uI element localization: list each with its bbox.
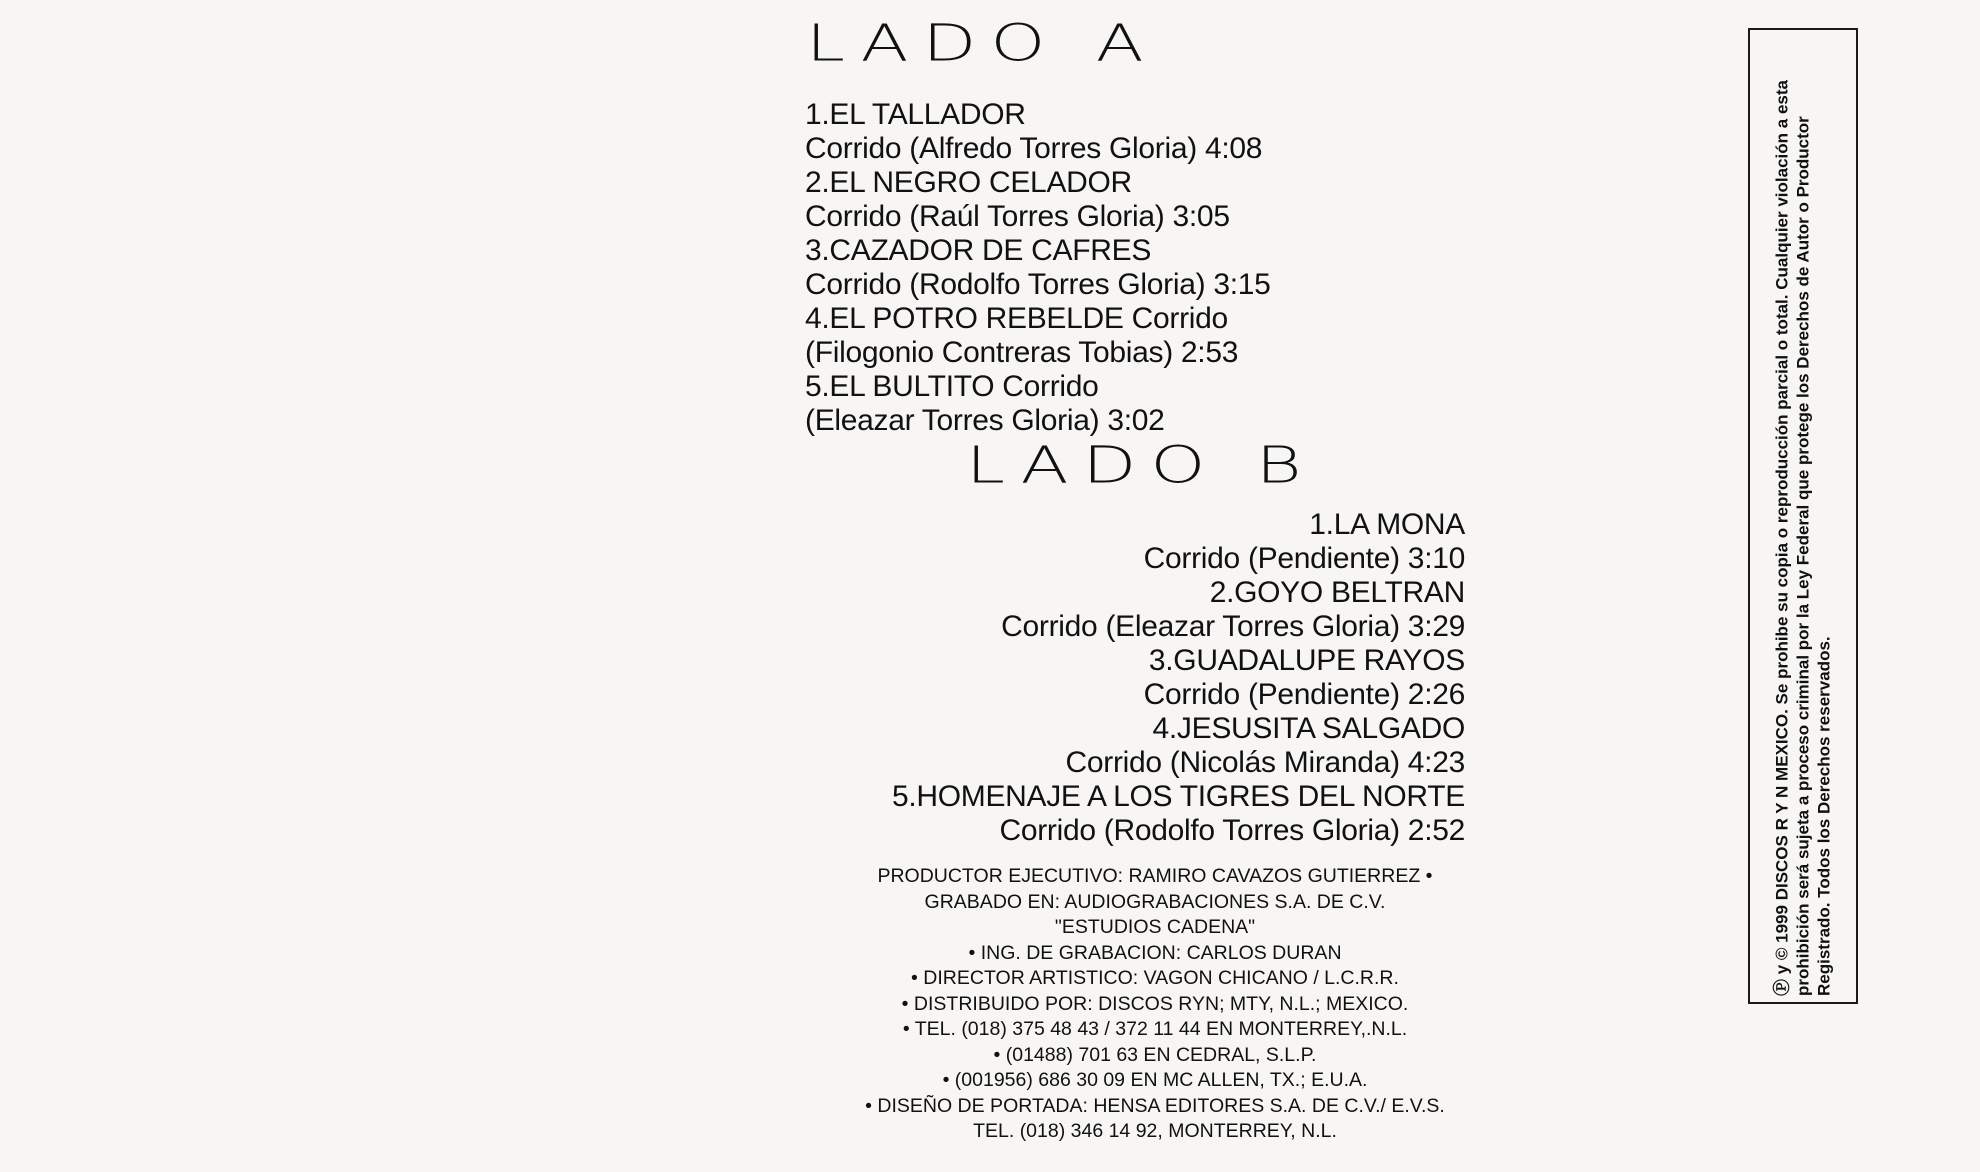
side-a-line: 5.EL BULTITO Corrido [805, 370, 1099, 403]
side-b-line: Corrido (Nicolás Miranda) 4:23 [1065, 746, 1465, 779]
side-a-line: 2.EL NEGRO CELADOR [805, 166, 1132, 199]
side-a-line: 4.EL POTRO REBELDE Corrido [805, 302, 1228, 335]
legal-notice-box [1748, 28, 1858, 1004]
credit-line: • DISTRIBUIDO POR: DISCOS RYN; MTY, N.L.; MEXICO. [901, 992, 1409, 1015]
side-a-line: (Eleazar Torres Gloria) 3:02 [805, 404, 1165, 437]
side-a-line: Corrido (Rodolfo Torres Gloria) 3:15 [805, 268, 1271, 301]
side-b-line: 3.GUADALUPE RAYOS [1148, 644, 1465, 677]
legal-notice-text: Ⓟ y © 1999 DISCOS R Y N MEXICO. Se prohibe su copia o reproducción parcial o total. Cualquier violación a esta prohibición será sujeta a proceso criminal por la Ley Federal que protege los Derechos de Autor o Productor Registrado. Todos los Derechos reservados. [1772, 80, 1834, 996]
credit-line: • DISEÑO DE PORTADA: HENSA EDITORES S.A. DE C.V./ E.V.S. [865, 1094, 1445, 1117]
credit-line: • ING. DE GRABACION: CARLOS DURAN [968, 941, 1342, 964]
side-a-line: 3.CAZADOR DE CAFRES [805, 234, 1152, 267]
side-a-line: 1.EL TALLADOR [805, 98, 1026, 131]
credit-line: TEL. (018) 346 14 92, MONTERREY, N.L. [973, 1120, 1337, 1142]
side-a-line: Corrido (Raúl Torres Gloria) 3:05 [805, 200, 1230, 233]
credit-line: PRODUCTOR EJECUTIVO: RAMIRO CAVAZOS GUTIERREZ • [877, 865, 1433, 887]
side-a-title: LADO A [806, 13, 1158, 73]
credit-line: • (001956) 686 30 09 EN MC ALLEN, TX.; E.U.A. [942, 1069, 1368, 1091]
credit-line: • TEL. (018) 375 48 43 / 372 11 44 EN MONTERREY,.N.L. [902, 1018, 1408, 1040]
side-b-line: 2.GOYO BELTRAN [1209, 576, 1465, 609]
credits-block [795, 864, 1515, 1145]
side-b-line: 4.JESUSITA SALGADO [1152, 712, 1465, 745]
side-b-tracklist [892, 508, 1465, 848]
side-b-line: Corrido (Pendiente) 3:10 [1143, 542, 1465, 575]
side-b-line: Corrido (Eleazar Torres Gloria) 3:29 [1001, 610, 1465, 643]
side-b-title: LADO B [966, 435, 1316, 495]
credit-line: • (01488) 701 63 EN CEDRAL, S.L.P. [993, 1043, 1317, 1066]
side-a-tracklist [805, 98, 1271, 438]
side-b-line: Corrido (Rodolfo Torres Gloria) 2:52 [999, 814, 1465, 847]
side-b-line: 1.LA MONA [1309, 508, 1465, 541]
side-a-line: Corrido (Alfredo Torres Gloria) 4:08 [805, 132, 1263, 165]
credit-line: GRABADO EN: AUDIOGRABACIONES S.A. DE C.V. [924, 890, 1386, 913]
side-b-line: 5.HOMENAJE A LOS TIGRES DEL NORTE [891, 780, 1465, 813]
side-b-line: Corrido (Pendiente) 2:26 [1143, 678, 1465, 711]
credit-line: • DIRECTOR ARTISTICO: VAGON CHICANO / L.C.R.R. [911, 967, 1399, 989]
credit-line: "ESTUDIOS CADENA" [1054, 916, 1256, 938]
side-a-line: (Filogonio Contreras Tobias) 2:53 [805, 336, 1239, 369]
